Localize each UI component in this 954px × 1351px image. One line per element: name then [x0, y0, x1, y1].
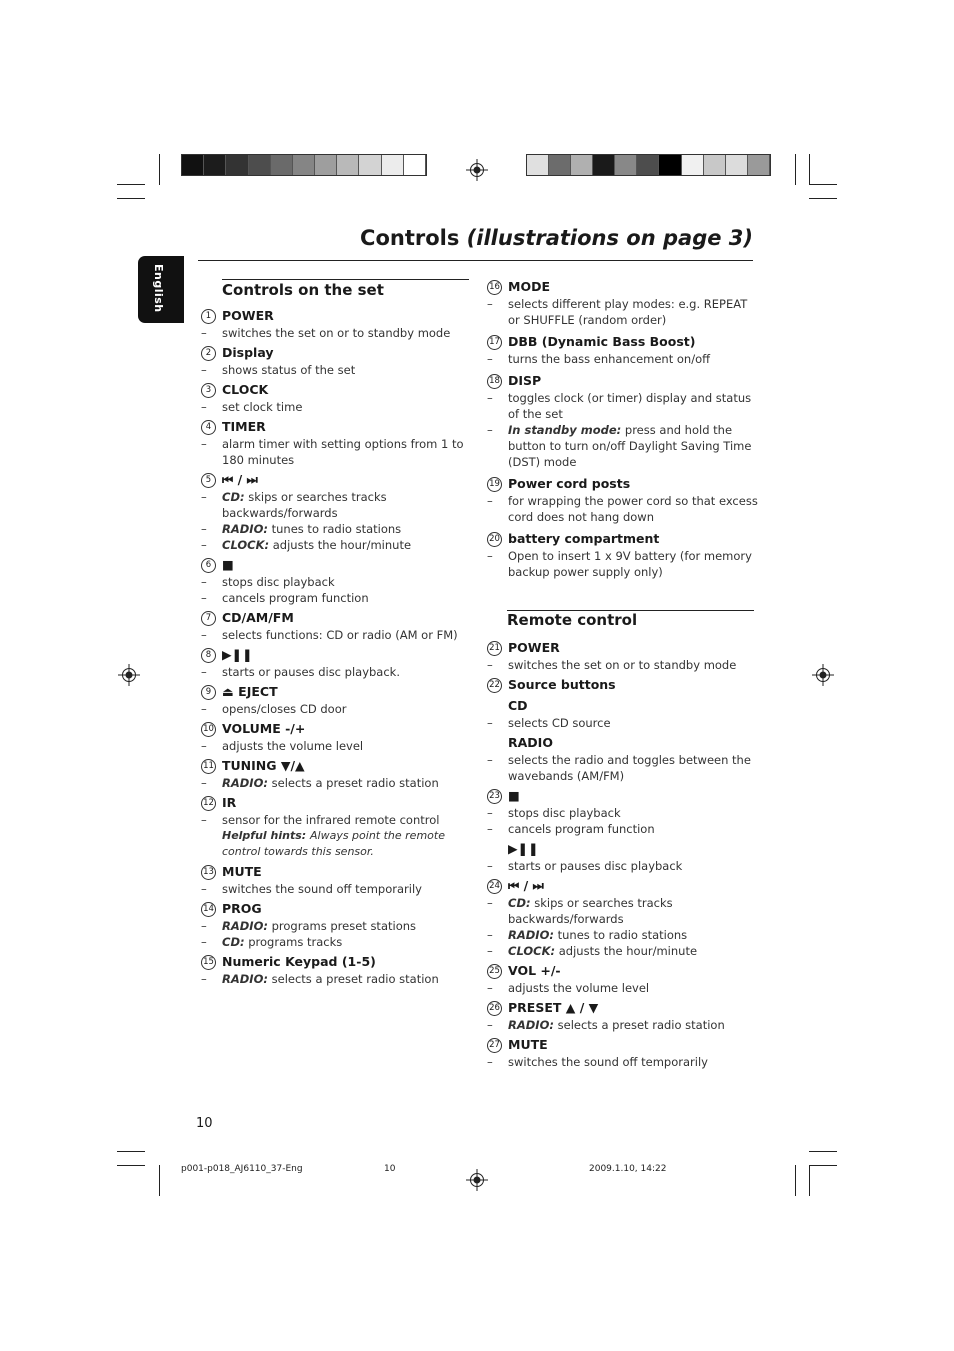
standby-label: In standby mode: — [508, 423, 622, 437]
sub-control-name: CD — [508, 698, 528, 713]
description-line — [201, 701, 473, 717]
control-item — [201, 684, 473, 717]
mode-label: RADIO: — [508, 928, 554, 942]
description-text: opens/closes CD door — [222, 702, 347, 716]
description-text: press and hold the button to turn on/off Daylight Saving Time (DST) mode — [508, 423, 752, 469]
control-item — [487, 788, 759, 874]
description-line — [487, 927, 759, 943]
description-line — [201, 971, 473, 987]
item-number: 20 — [487, 532, 502, 547]
description-line — [487, 895, 759, 927]
control-item — [201, 795, 473, 860]
title-rule — [198, 260, 753, 261]
dash-bullet: – — [487, 423, 493, 437]
control-name: ⏮ / ⏭ — [508, 878, 544, 893]
mode-label: RADIO: — [222, 522, 268, 536]
dash-bullet: – — [201, 591, 207, 605]
description-text: for wrapping the power cord so that excess cord does not hang down — [508, 494, 758, 524]
color-swatch — [748, 155, 770, 175]
item-number: 5 — [201, 473, 216, 488]
item-number: 17 — [487, 335, 502, 350]
description-line — [487, 980, 759, 996]
dash-bullet: – — [487, 391, 493, 405]
control-name: POWER — [222, 308, 274, 323]
description-text: skips or searches tracks backwards/forwards — [508, 896, 673, 926]
item-number: 4 — [201, 420, 216, 435]
description-text: turns the bass enhancement on/off — [508, 352, 711, 366]
mode-label: RADIO: — [222, 776, 268, 790]
control-item — [201, 382, 473, 415]
color-swatch — [615, 155, 637, 175]
control-item — [201, 345, 473, 378]
color-swatch — [726, 155, 748, 175]
color-swatch — [404, 155, 426, 175]
dash-bullet: – — [487, 928, 493, 942]
description-line — [487, 943, 759, 959]
description-line — [487, 422, 759, 470]
mode-label: CD: — [222, 935, 245, 949]
control-name: Power cord posts — [508, 476, 631, 491]
dash-bullet: – — [487, 981, 493, 995]
description-line — [487, 1054, 759, 1070]
control-item — [487, 963, 759, 996]
description-line — [487, 805, 759, 821]
description-text: adjusts the hour/minute — [555, 944, 698, 958]
dash-bullet: – — [487, 859, 493, 873]
control-name: PROG — [222, 901, 262, 916]
description-text: adjusts the volume level — [222, 739, 364, 753]
description-text: Open to insert 1 x 9V battery (for memory backup power supply only) — [508, 549, 752, 579]
color-bar-left — [181, 154, 427, 176]
control-item — [201, 419, 473, 468]
color-swatch — [637, 155, 659, 175]
description-text: sensor for the infrared remote control — [222, 813, 440, 827]
control-item — [487, 476, 759, 525]
description-line — [201, 812, 473, 828]
color-swatch — [271, 155, 293, 175]
control-item — [487, 1037, 759, 1070]
description-text: switches the set on or to standby mode — [508, 658, 737, 672]
control-name: ■ — [222, 557, 234, 572]
mode-label: CD: — [508, 896, 531, 910]
description-line — [487, 493, 759, 525]
control-item — [201, 610, 473, 643]
control-item — [487, 279, 759, 328]
description-line — [201, 627, 473, 643]
control-name: DBB (Dynamic Bass Boost) — [508, 334, 696, 349]
description-line — [201, 399, 473, 415]
color-swatch — [571, 155, 593, 175]
control-item — [201, 954, 473, 987]
dash-bullet: – — [487, 1055, 493, 1069]
control-name: MUTE — [508, 1037, 548, 1052]
control-item — [201, 721, 473, 754]
control-item — [487, 531, 759, 580]
sub-control-name: ▶❚❚ — [508, 841, 539, 856]
description-line — [201, 738, 473, 754]
dash-bullet: – — [201, 437, 207, 451]
dash-bullet: – — [201, 919, 207, 933]
description-line — [201, 362, 473, 378]
control-name: ⏏ EJECT — [222, 684, 278, 699]
item-number: 14 — [201, 902, 216, 917]
footer-date: 2009.1.10, 14:22 — [589, 1164, 667, 1174]
item-number: 11 — [201, 759, 216, 774]
item-number: 6 — [201, 558, 216, 573]
dash-bullet: – — [201, 538, 207, 552]
color-swatch — [204, 155, 226, 175]
description-line — [487, 1017, 759, 1033]
dash-bullet: – — [487, 297, 493, 311]
dash-bullet: – — [201, 813, 207, 827]
description-text: alarm timer with setting options from 1 to 180 minutes — [222, 437, 464, 467]
dash-bullet: – — [201, 522, 207, 536]
description-line — [201, 537, 473, 553]
dash-bullet: – — [201, 972, 207, 986]
description-text: toggles clock (or timer) display and status of the set — [508, 391, 752, 421]
description-text: set clock time — [222, 400, 303, 414]
description-text: adjusts the hour/minute — [269, 538, 412, 552]
color-swatch — [593, 155, 615, 175]
color-swatch — [382, 155, 404, 175]
description-text: selects CD source — [508, 716, 611, 730]
control-item — [487, 334, 759, 367]
mode-label: RADIO: — [222, 972, 268, 986]
item-number: 15 — [201, 955, 216, 970]
control-name: IR — [222, 795, 237, 810]
color-swatch — [359, 155, 381, 175]
dash-bullet: – — [201, 739, 207, 753]
control-name: ⏮ / ⏭ — [222, 472, 258, 487]
hint-text: Always point the remote control towards this sensor. — [222, 829, 445, 858]
item-number: 1 — [201, 309, 216, 324]
description-line — [201, 590, 473, 606]
control-name: VOLUME -/+ — [222, 721, 306, 736]
color-swatch — [249, 155, 271, 175]
control-item — [201, 901, 473, 950]
mode-label: CLOCK: — [508, 944, 556, 958]
dash-bullet: – — [487, 352, 493, 366]
item-number: 9 — [201, 685, 216, 700]
control-item — [201, 308, 473, 341]
item-number: 24 — [487, 879, 502, 894]
control-name: Numeric Keypad (1-5) — [222, 954, 376, 969]
item-number: 10 — [201, 722, 216, 737]
dash-bullet: – — [487, 896, 493, 910]
mode-label: CLOCK: — [222, 538, 270, 552]
description-text: selects a preset radio station — [267, 972, 439, 986]
footer-file: p001-p018_AJ6110_37-Eng — [181, 1164, 303, 1174]
control-name: battery compartment — [508, 531, 660, 546]
sub-control-name: RADIO — [508, 735, 553, 750]
description-text: selects a preset radio station — [267, 776, 439, 790]
registration-mark-icon — [466, 159, 488, 181]
section-heading-remote: Remote control — [507, 611, 638, 629]
color-bar-right — [526, 154, 771, 176]
dash-bullet: – — [201, 702, 207, 716]
description-text: shows status of the set — [222, 363, 356, 377]
description-line — [201, 775, 473, 791]
item-number: 13 — [201, 865, 216, 880]
description-text: cancels program function — [222, 591, 369, 605]
description-line — [487, 351, 759, 367]
description-line — [487, 752, 759, 784]
language-tab: English — [138, 256, 184, 323]
control-item — [487, 373, 759, 470]
control-item — [487, 640, 759, 673]
dash-bullet: – — [487, 753, 493, 767]
control-name: ▶❚❚ — [222, 647, 253, 662]
description-line — [201, 489, 473, 521]
dash-bullet: – — [201, 575, 207, 589]
item-number: 7 — [201, 611, 216, 626]
control-item — [487, 1000, 759, 1033]
description-line — [487, 657, 759, 673]
description-line — [201, 881, 473, 897]
description-text: selects functions: CD or radio (AM or FM) — [222, 628, 458, 642]
item-number: 16 — [487, 280, 502, 295]
description-text: switches the sound off temporarily — [222, 882, 422, 896]
description-line — [201, 934, 473, 950]
description-text: starts or pauses disc playback. — [222, 665, 400, 679]
description-text: tunes to radio stations — [553, 928, 688, 942]
control-name: POWER — [508, 640, 560, 655]
color-swatch — [182, 155, 204, 175]
description-line — [201, 436, 473, 468]
page-number: 10 — [196, 1116, 213, 1131]
color-swatch — [226, 155, 248, 175]
mode-label: CD: — [222, 490, 245, 504]
description-line — [487, 296, 759, 328]
control-item — [201, 557, 473, 606]
item-number: 27 — [487, 1038, 502, 1053]
color-swatch — [293, 155, 315, 175]
registration-mark-icon — [118, 664, 140, 686]
description-text: cancels program function — [508, 822, 655, 836]
description-text: skips or searches tracks backwards/forwards — [222, 490, 387, 520]
dash-bullet: – — [487, 1018, 493, 1032]
description-text: starts or pauses disc playback — [508, 859, 683, 873]
registration-mark-icon — [812, 664, 834, 686]
item-number: 21 — [487, 641, 502, 656]
item-number: 8 — [201, 648, 216, 663]
color-swatch — [704, 155, 726, 175]
dash-bullet: – — [487, 822, 493, 836]
description-text: stops disc playback — [508, 806, 621, 820]
control-name: Source buttons — [508, 677, 616, 692]
control-item — [201, 647, 473, 680]
description-line — [487, 715, 759, 731]
dash-bullet: – — [487, 806, 493, 820]
description-text: switches the sound off temporarily — [508, 1055, 708, 1069]
item-number: 23 — [487, 789, 502, 804]
dash-bullet: – — [201, 665, 207, 679]
hint-label: Helpful hints: — [222, 829, 310, 842]
description-line — [201, 521, 473, 537]
item-number: 19 — [487, 477, 502, 492]
description-line — [487, 858, 759, 874]
dash-bullet: – — [487, 658, 493, 672]
item-number: 26 — [487, 1001, 502, 1016]
left-column — [201, 308, 473, 991]
description-text: selects a preset radio station — [553, 1018, 725, 1032]
description-line — [201, 918, 473, 934]
item-number: 18 — [487, 374, 502, 389]
control-item — [201, 472, 473, 553]
dash-bullet: – — [487, 716, 493, 730]
dash-bullet: – — [201, 400, 207, 414]
control-name: TIMER — [222, 419, 266, 434]
dash-bullet: – — [487, 494, 493, 508]
description-line — [201, 574, 473, 590]
control-name: TUNING ▼/▲ — [222, 758, 305, 773]
description-text: programs tracks — [244, 935, 343, 949]
item-number: 3 — [201, 383, 216, 398]
control-item — [201, 758, 473, 791]
helpful-hint — [222, 828, 473, 860]
description-text: selects the radio and toggles between the wavebands (AM/FM) — [508, 753, 751, 783]
dash-bullet: – — [487, 549, 493, 563]
page-title: Controls (illustrations on page 3) — [360, 226, 753, 250]
description-text: programs preset stations — [267, 919, 417, 933]
control-name: CLOCK — [222, 382, 269, 397]
color-swatch — [659, 155, 681, 175]
item-number: 2 — [201, 346, 216, 361]
control-name: Display — [222, 345, 274, 360]
control-name: CD/AM/FM — [222, 610, 294, 625]
description-text: adjusts the volume level — [508, 981, 650, 995]
description-line — [487, 548, 759, 580]
dash-bullet: – — [487, 944, 493, 958]
description-text: tunes to radio stations — [267, 522, 402, 536]
control-item — [487, 878, 759, 959]
dash-bullet: – — [201, 935, 207, 949]
dash-bullet: – — [201, 363, 207, 377]
control-name: DISP — [508, 373, 542, 388]
description-text: stops disc playback — [222, 575, 335, 589]
item-number: 12 — [201, 796, 216, 811]
footer-page: 10 — [384, 1164, 396, 1174]
color-swatch — [549, 155, 571, 175]
right-column-remote — [487, 640, 759, 1074]
item-number: 22 — [487, 678, 502, 693]
dash-bullet: – — [201, 776, 207, 790]
dash-bullet: – — [201, 490, 207, 504]
dash-bullet: – — [201, 628, 207, 642]
description-line — [201, 325, 473, 341]
description-line — [487, 821, 759, 837]
color-swatch — [337, 155, 359, 175]
section-heading-set: Controls on the set — [222, 281, 384, 299]
description-line — [487, 390, 759, 422]
item-number: 25 — [487, 964, 502, 979]
mode-label: RADIO: — [222, 919, 268, 933]
description-line — [201, 664, 473, 680]
description-text: switches the set on or to standby mode — [222, 326, 451, 340]
control-item — [487, 677, 759, 784]
control-name: PRESET ▲ / ▼ — [508, 1000, 599, 1015]
section-rule — [222, 279, 469, 280]
control-name: MUTE — [222, 864, 262, 879]
dash-bullet: – — [201, 882, 207, 896]
control-name: ■ — [508, 788, 520, 803]
dash-bullet: – — [201, 326, 207, 340]
registration-mark-icon — [466, 1169, 488, 1191]
description-text: selects different play modes: e.g. REPEAT or SHUFFLE (random order) — [508, 297, 748, 327]
mode-label: RADIO: — [508, 1018, 554, 1032]
control-name: MODE — [508, 279, 550, 294]
color-swatch — [315, 155, 337, 175]
color-swatch — [682, 155, 704, 175]
control-name: VOL +/- — [508, 963, 561, 978]
right-column-set — [487, 279, 759, 586]
color-swatch — [527, 155, 549, 175]
control-item — [201, 864, 473, 897]
